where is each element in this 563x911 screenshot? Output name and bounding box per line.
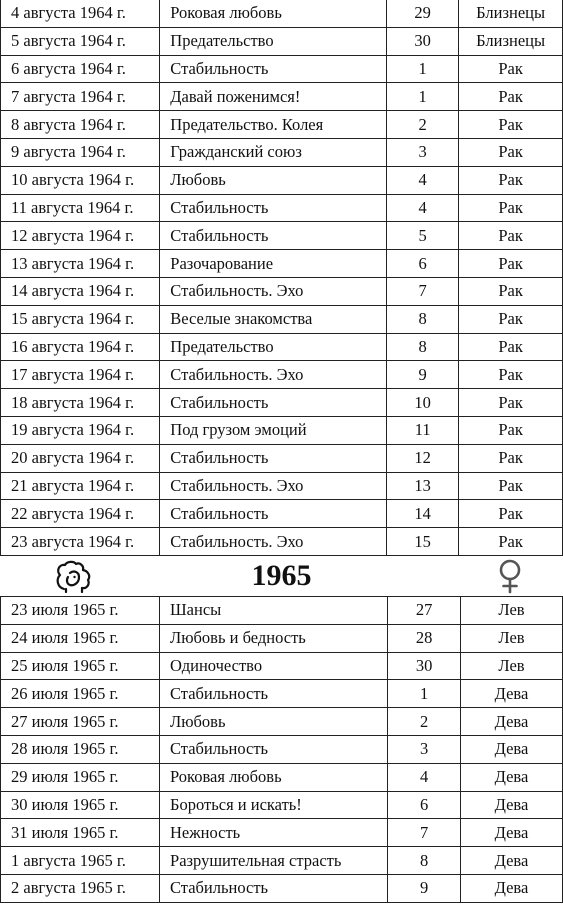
- sign-cell: Рак: [459, 333, 563, 361]
- table-row: [1, 389, 563, 417]
- title-cell: Веселые знакомства: [160, 305, 387, 333]
- date-cell: 18 августа 1964 г.: [1, 389, 160, 417]
- sign-cell: Рак: [459, 138, 563, 166]
- number-cell: 3: [388, 735, 461, 763]
- sign-cell: Рак: [459, 528, 563, 556]
- title-cell: Предательство. Колея: [160, 111, 387, 139]
- number-cell: 6: [388, 791, 461, 819]
- date-cell: 6 августа 1964 г.: [1, 55, 160, 83]
- table-row: [1, 819, 563, 847]
- number-cell: 1: [387, 83, 459, 111]
- number-cell: 11: [387, 416, 459, 444]
- number-cell: 30: [388, 652, 461, 680]
- title-cell: Роковая любовь: [160, 763, 388, 791]
- sign-cell: Дева: [460, 763, 562, 791]
- table-row: [1, 27, 563, 55]
- date-cell: 26 июля 1965 г.: [1, 680, 160, 708]
- title-cell: Разрушительная страсть: [160, 847, 388, 875]
- table-row: [1, 277, 563, 305]
- title-cell: Стабильность: [160, 222, 387, 250]
- title-cell: Стабильность: [160, 55, 387, 83]
- title-cell: Бороться и искать!: [160, 791, 388, 819]
- sign-cell: Близнецы: [459, 27, 563, 55]
- year-header: [0, 557, 563, 595]
- number-cell: 6: [387, 250, 459, 278]
- table-row: [1, 305, 563, 333]
- date-cell: 2 августа 1965 г.: [1, 874, 160, 902]
- table-row: [1, 500, 563, 528]
- table-row: [1, 791, 563, 819]
- sign-cell: Рак: [459, 55, 563, 83]
- number-cell: 8: [387, 305, 459, 333]
- title-cell: Предательство: [160, 333, 387, 361]
- sign-cell: Дева: [460, 874, 562, 902]
- year-label: 1965: [251, 559, 312, 592]
- sign-cell: Рак: [459, 305, 563, 333]
- table-row: [1, 735, 563, 763]
- sign-cell: Лев: [460, 652, 562, 680]
- number-cell: 4: [388, 763, 461, 791]
- date-cell: 22 августа 1964 г.: [1, 500, 160, 528]
- table-row: [1, 416, 563, 444]
- number-cell: 28: [388, 624, 461, 652]
- table-row: [1, 0, 563, 27]
- number-cell: 2: [388, 708, 461, 736]
- table-row: [1, 597, 563, 625]
- table-row: [1, 472, 563, 500]
- table-row: [1, 847, 563, 875]
- date-cell: 16 августа 1964 г.: [1, 333, 160, 361]
- sign-cell: Дева: [460, 735, 562, 763]
- date-cell: 10 августа 1964 г.: [1, 166, 160, 194]
- number-cell: 7: [387, 277, 459, 305]
- sign-cell: Рак: [459, 83, 563, 111]
- date-cell: 25 июля 1965 г.: [1, 652, 160, 680]
- table-row: [1, 138, 563, 166]
- date-cell: 5 августа 1964 г.: [1, 27, 160, 55]
- number-cell: 9: [387, 361, 459, 389]
- table-row: [1, 194, 563, 222]
- date-cell: 12 августа 1964 г.: [1, 222, 160, 250]
- date-cell: 23 августа 1964 г.: [1, 528, 160, 556]
- title-cell: Стабильность. Эхо: [160, 528, 387, 556]
- date-cell: 27 июля 1965 г.: [1, 708, 160, 736]
- table-row: [1, 708, 563, 736]
- sign-cell: Рак: [459, 194, 563, 222]
- number-cell: 30: [387, 27, 459, 55]
- sign-cell: Дева: [460, 819, 562, 847]
- number-cell: 3: [387, 138, 459, 166]
- title-cell: Разочарование: [160, 250, 387, 278]
- table-row: [1, 528, 563, 556]
- title-cell: Одиночество: [160, 652, 388, 680]
- title-cell: Нежность: [160, 819, 388, 847]
- title-cell: Стабильность. Эхо: [160, 277, 387, 305]
- table-row: [1, 166, 563, 194]
- date-cell: 14 августа 1964 г.: [1, 277, 160, 305]
- date-cell: 9 августа 1964 г.: [1, 138, 160, 166]
- title-cell: Стабильность: [160, 444, 387, 472]
- title-cell: Стабильность. Эхо: [160, 361, 387, 389]
- table-row: [1, 444, 563, 472]
- date-cell: 23 июля 1965 г.: [1, 597, 160, 625]
- title-cell: Стабильность: [160, 194, 387, 222]
- date-cell: 31 июля 1965 г.: [1, 819, 160, 847]
- number-cell: 15: [387, 528, 459, 556]
- date-cell: 29 июля 1965 г.: [1, 763, 160, 791]
- table-row: [1, 111, 563, 139]
- number-cell: 14: [387, 500, 459, 528]
- sign-cell: Дева: [460, 680, 562, 708]
- title-cell: Стабильность. Эхо: [160, 472, 387, 500]
- sign-cell: Дева: [460, 791, 562, 819]
- sign-cell: Лев: [460, 624, 562, 652]
- sign-cell: Рак: [459, 250, 563, 278]
- date-cell: 30 июля 1965 г.: [1, 791, 160, 819]
- date-cell: 15 августа 1964 г.: [1, 305, 160, 333]
- title-cell: Роковая любовь: [160, 0, 387, 27]
- title-cell: Стабильность: [160, 389, 387, 417]
- title-cell: Стабильность: [160, 735, 388, 763]
- title-cell: Предательство: [160, 27, 387, 55]
- sign-cell: Рак: [459, 361, 563, 389]
- sign-cell: Рак: [459, 222, 563, 250]
- date-cell: 4 августа 1964 г.: [1, 0, 160, 27]
- table-row: [1, 624, 563, 652]
- title-cell: Любовь: [160, 166, 387, 194]
- sign-cell: Рак: [459, 500, 563, 528]
- table-row: [1, 333, 563, 361]
- sign-cell: Рак: [459, 389, 563, 417]
- title-cell: Стабильность: [160, 680, 388, 708]
- number-cell: 29: [387, 0, 459, 27]
- date-cell: 13 августа 1964 г.: [1, 250, 160, 278]
- date-cell: 21 августа 1964 г.: [1, 472, 160, 500]
- number-cell: 2: [387, 111, 459, 139]
- number-cell: 1: [388, 680, 461, 708]
- table-row: [1, 763, 563, 791]
- title-cell: Стабильность: [160, 874, 388, 902]
- number-cell: 8: [388, 847, 461, 875]
- sign-cell: Рак: [459, 444, 563, 472]
- number-cell: 10: [387, 389, 459, 417]
- date-cell: 28 июля 1965 г.: [1, 735, 160, 763]
- number-cell: 4: [387, 194, 459, 222]
- number-cell: 27: [388, 597, 461, 625]
- sign-cell: Дева: [460, 847, 562, 875]
- venus-icon: [490, 558, 530, 594]
- sign-cell: Близнецы: [459, 0, 563, 27]
- date-cell: 1 августа 1965 г.: [1, 847, 160, 875]
- sign-cell: Рак: [459, 111, 563, 139]
- title-cell: Гражданский союз: [160, 138, 387, 166]
- table-row: [1, 55, 563, 83]
- sign-cell: Рак: [459, 472, 563, 500]
- table-row: [1, 361, 563, 389]
- sign-cell: Рак: [459, 166, 563, 194]
- table-row: [1, 83, 563, 111]
- sign-cell: Рак: [459, 277, 563, 305]
- number-cell: 12: [387, 444, 459, 472]
- table-row: [1, 250, 563, 278]
- title-cell: Под грузом эмоций: [160, 416, 387, 444]
- sign-cell: Рак: [459, 416, 563, 444]
- table-1965: [0, 596, 563, 903]
- number-cell: 5: [387, 222, 459, 250]
- title-cell: Любовь: [160, 708, 388, 736]
- table-row: [1, 874, 563, 902]
- number-cell: 1: [387, 55, 459, 83]
- date-cell: 24 июля 1965 г.: [1, 624, 160, 652]
- date-cell: 11 августа 1964 г.: [1, 194, 160, 222]
- number-cell: 4: [387, 166, 459, 194]
- sign-cell: Дева: [460, 708, 562, 736]
- number-cell: 7: [388, 819, 461, 847]
- date-cell: 17 августа 1964 г.: [1, 361, 160, 389]
- date-cell: 19 августа 1964 г.: [1, 416, 160, 444]
- title-cell: Шансы: [160, 597, 388, 625]
- table-row: [1, 652, 563, 680]
- sign-cell: Лев: [460, 597, 562, 625]
- date-cell: 8 августа 1964 г.: [1, 111, 160, 139]
- table-row: [1, 222, 563, 250]
- number-cell: 13: [387, 472, 459, 500]
- title-cell: Любовь и бедность: [160, 624, 388, 652]
- title-cell: Давай поженимся!: [160, 83, 387, 111]
- title-cell: Стабильность: [160, 500, 387, 528]
- number-cell: 8: [387, 333, 459, 361]
- table-row: [1, 680, 563, 708]
- date-cell: 20 августа 1964 г.: [1, 444, 160, 472]
- number-cell: 9: [388, 874, 461, 902]
- date-cell: 7 августа 1964 г.: [1, 83, 160, 111]
